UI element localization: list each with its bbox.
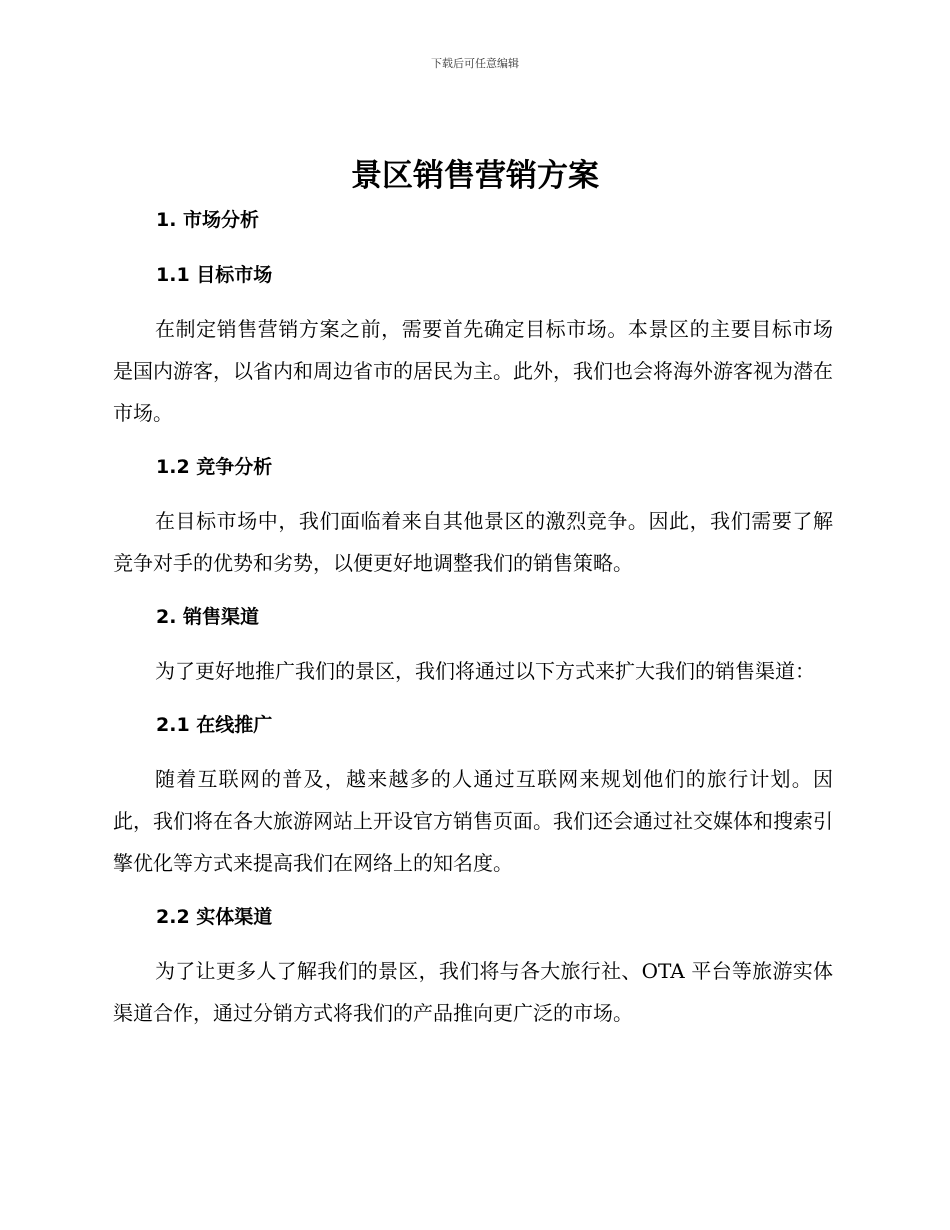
section-heading-physical-channels: 2.2 实体渠道 — [156, 906, 273, 928]
paragraph-physical-channels: 为了让更多人了解我们的景区，我们将与各大旅行社、OTA 平台等旅游实体渠道合作，通过分销方式将我们的产品推向更广泛的市场。 — [113, 959, 833, 1025]
paragraph-sales-channels: 为了更好地推广我们的景区，我们将通过以下方式来扩大我们的销售渠道： — [155, 659, 815, 683]
section-heading-sales-channels: 2. 销售渠道 — [156, 606, 260, 628]
paragraph-online-promotion: 随着互联网的普及，越来越多的人通过互联网来规划他们的旅行计划。因此，我们将在各大旅游网站上开设官方销售页面。我们还会通过社交媒体和搜索引擎优化等方式来提高我们在网络上的知名度。 — [113, 767, 833, 875]
header-note: 下载后可任意编辑 — [431, 57, 519, 70]
paragraph-competition: 在目标市场中，我们面临着来自其他景区的激烈竞争。因此，我们需要了解竞争对手的优势和劣势，以便更好地调整我们的销售策略。 — [113, 509, 833, 575]
paragraph-target-market: 在制定销售营销方案之前，需要首先确定目标市场。本景区的主要目标市场是国内游客，以省内和周边省市的居民为主。此外，我们也会将海外游客视为潜在市场。 — [113, 317, 833, 425]
section-heading-competition: 1.2 竞争分析 — [156, 456, 273, 478]
document-body — [113, 200, 833, 1034]
section-heading-online-promotion: 2.1 在线推广 — [156, 714, 273, 736]
section-heading-market-analysis: 1. 市场分析 — [156, 209, 260, 231]
document-title: 景区销售营销方案 — [351, 158, 599, 194]
section-heading-target-market: 1.1 目标市场 — [156, 264, 273, 286]
